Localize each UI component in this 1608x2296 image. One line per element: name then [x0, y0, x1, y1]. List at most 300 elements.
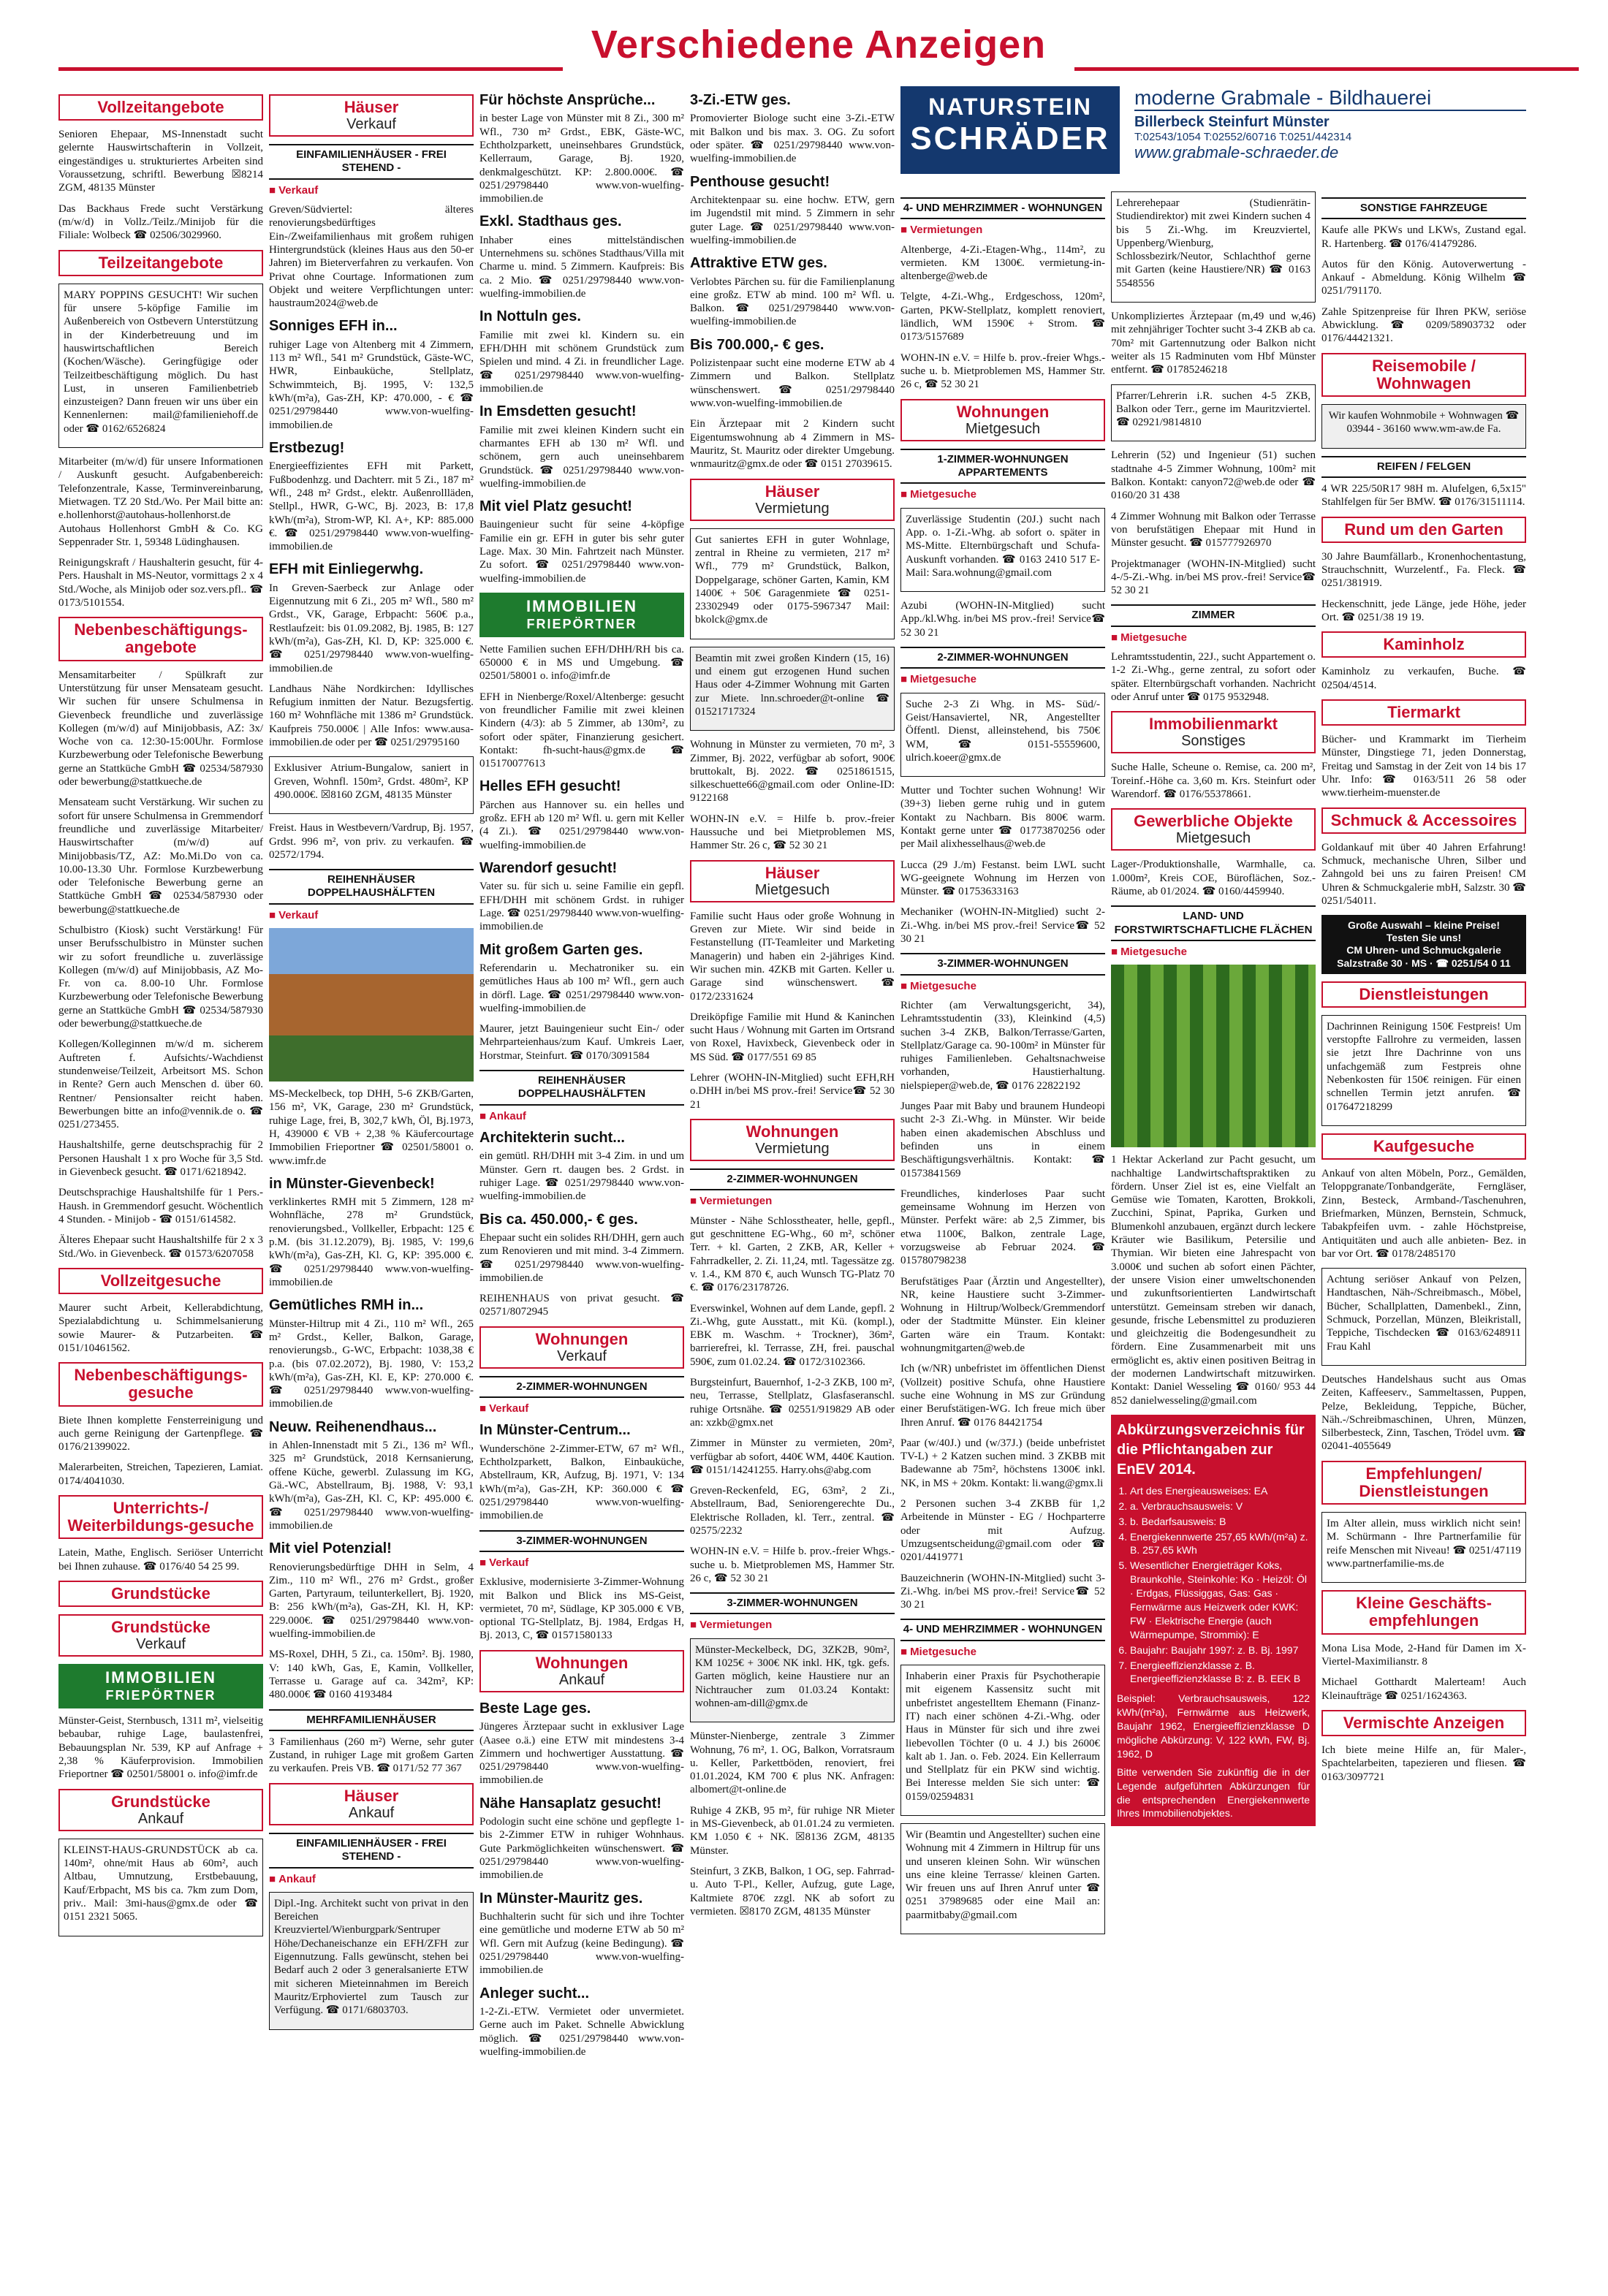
- classified-ad: Lehrer (WOHN-IN-Mitglied) sucht EFH,RH o.DHH in/bei MS prov.-frei! Service☎ 52 30 21: [690, 1072, 895, 1111]
- legend-title: Abkürzungsverzeichnis für die Pflichtangaben zur EnEV 2014.: [1117, 1421, 1305, 1478]
- section-header: 3-ZIMMER-WOHNUNGEN: [690, 1592, 895, 1614]
- category-tag: ■ Ankauf: [269, 1873, 474, 1886]
- display-ad: [479, 778, 684, 852]
- classified-ad: Berufstätiges Paar (Ärztin und Angestellter), NR, keine Haustiere sucht 3-Zimmer-Wohnung in Hiltrup/Wolbeck/Gremmendorf oder der Stadtmitte Münster. Ein kleiner Garten wäre ein Traum. Kontakt: wohnungmitgarten@web.de: [900, 1275, 1105, 1355]
- classified-ad: Ich biete meine Hilfe an, für Maler-, Spachtelarbeiten, tapezieren und fliesen. ☎ 0163/3097721: [1321, 1744, 1526, 1783]
- classified-ad: Ein Ärztepaar mit 2 Kindern sucht Eigentumswohnung ab 4 Zimmern in MS-Mauritz, St. Mauritz oder direkter Umgebung. wnmauritz@gmx.de oder ☎ 0151 27039615.: [690, 418, 895, 471]
- ad-body: Bauingenieur sucht für seine 4-köpfige Familie ein gr. EFH in guter bis sehr guter Lage. Max. 30 Min. Fahrtzeit nach Münster. Zu sofort. ☎ 0251/29798440 www.von-wuelfing-immobilien.de: [479, 519, 684, 585]
- classified-ad: Familie sucht Haus oder große Wohnung in Greven zur Miete. Wir sind beide in Festanstellung (IT-Teamleiter und Marketing Managerin) und haben ein 2-jähriges Kind. Wir suchen min. 4ZKB mit Garten. Keller u. Garage sind wünschenswert. ☎ 0172/2331624: [690, 910, 895, 1003]
- classified-ad: Dachrinnen Reinigung 150€ Festpreis! Um verstopfte Fallrohre zu vermeiden, lassen sie jetzt Ihre Dachrinne von uns unfachgemäß zum Festpreis ohne Nebenkosten für 150€ reinigen. Für einen schnellen Termin jetzt anrufen. ☎ 017647218299: [1327, 1020, 1521, 1113]
- classified-ad: Senioren Ehepaar, MS-Innenstadt sucht gelernte Hauswirtschafterin in Vollzeit, eingeständiges u. strukturiertes Arbeiten sind Voraussetzung, schriftl. Bewerbung ☒8214 ZGM, 48135 Münster: [58, 129, 263, 194]
- section-header: REIHENHÄUSER DOPPELHAUSHÄLFTEN: [479, 1070, 684, 1106]
- boxed-ad: [269, 756, 474, 814]
- classified-ad: REIHENHAUS von privat gesucht. ☎ 02571/8072945: [479, 1293, 684, 1318]
- ad-body: Verlobtes Pärchen su. für die Familienplanung eine großz. ETW ab mind. 100 m² Wfl. u. Balkon. ☎ 0251/29798440 www.von-wuelfing-immobilien.de: [690, 275, 895, 328]
- classified-ad: Dreiköpfige Familie mit Hund & Kaninchen sucht Haus / Wohnung mit Garten im Ortsrand von Roxel, Havixbeck, Gievenbeck oder in MS Süd. ☎ 0177/551 69 85: [690, 1011, 895, 1063]
- section-header: 3-ZIMMER-WOHNUNGEN: [479, 1530, 684, 1552]
- rubric-subtitle: Sonstiges: [1181, 733, 1245, 750]
- ad-line: Salzstraße 30 · MS · ☎ 0251/54 0 11: [1337, 957, 1511, 969]
- ad-body: ein gemütl. RH/DHH mit 3-4 Zim. in und um Münster. Gern rt. daugen bes. 2 Grdst. in ruhiger Lage. ☎ 0251/29798440 www.von-wuelfing-immobilien.de: [479, 1150, 684, 1203]
- classified-ad: 4 WR 225/50R17 98H m. Alufelgen, 6,5x15" Stahlfelgen für 5er BMW. ☎ 0176/31511114.: [1321, 482, 1526, 509]
- section-header: SONSTIGE FAHRZEUGE: [1321, 197, 1526, 219]
- rubric-title: Häuser: [344, 98, 399, 116]
- display-ad: [479, 308, 684, 395]
- classified-ad: Greven/Südviertel: älteres renovierungsbedürftiges Ein-/Zweifamilienhaus mit großem ruhigen Hintergrundstück (kleines Haus aus den 50-er Jahren) im Bieterverfahren zu verkaufen. Von Privat ohne Courtage. Informationen zum Objekt und weitere Verpflichtungen unter: haustraum2024@web.de: [269, 204, 474, 310]
- classified-ad: Älteres Ehepaar sucht Haushaltshilfe für 2 x 3 Std./Wo. in Gievenbeck. ☎ 01573/6207058: [58, 1234, 263, 1260]
- banner-url: www.grabmale-schraeder.de: [1134, 143, 1339, 161]
- classified-ad: Kollegen/Kolleginnen m/w/d m. sicherem Auftreten f. Aufsichts/-Wachdienst stundenweise/Teilzeit, Arbeitsort MS. Schon in Rente? Gern auch Menschen d. über 60. Rentner/ Pensionsalter reicht haben. Bewerbungen bitte an info@vennik.de o. ☎ 0251/273455.: [58, 1038, 263, 1131]
- section-header: EINFAMILIENHÄUSER - FREI STEHEND -: [269, 144, 474, 180]
- ad-body: Referendarin u. Mechatroniker su. ein gemütliches Haus ab 100 m² Wfl., gern auch in dörfl. Lage. ☎ 0251/29798440 www.von-wuelfing-immobilien.de: [479, 962, 684, 1014]
- naturstein-schraeder-banner: [900, 86, 1526, 181]
- ad-headline: Gemütliches RMH in...: [269, 1297, 424, 1314]
- rubric-haeuser-mietgesuch: [690, 860, 895, 902]
- rubric-nebenbeschaeftigung: Nebenbeschäftigungs-angebote: [58, 617, 263, 661]
- rubric-title: Wohnungen: [956, 402, 1050, 421]
- boxed-ad: [58, 284, 263, 448]
- classified-ad: 3 Familienhaus (260 m²) Werne, sehr guter Zustand, in ruhiger Lage mit großem Garten zu verkaufen. Preis VB. ☎ 0171/52 77 367: [269, 1736, 474, 1775]
- display-ad: [479, 859, 684, 934]
- display-ad: [479, 1795, 684, 1882]
- ad-body: Energieeffizientes EFH mit Parkett, Fußbodenhzg. und Dachterr. mit 5 Zi., 187 m² Wfl., 248 m² Grdst., elektr. Außenrollläden, Stellpl., HWR, G-WC, Bj. 2023, B: 17,8 kWh/(m²a), Strom-WP, Kl. A+, KP: 885.000 €. ☎ 0251/29798440 www.von-wuelfing-immobilien.de: [269, 460, 474, 553]
- rubric-subtitle: Verkauf: [557, 1347, 607, 1364]
- rubric-title: Häuser: [344, 1786, 399, 1805]
- classified-ad: Michael Gotthardt Malerteam! Auch Kleinaufträge ☎ 0251/1624363.: [1321, 1676, 1526, 1702]
- boxed-ad: [269, 1892, 474, 2030]
- classified-ad: Altenberge, 4-Zi.-Etagen-Whg., 114m², zu vermieten. KM 1300€. vermietung-in-altenberge@web.de: [900, 243, 1105, 283]
- rubric-tiermarkt: Tiermarkt: [1321, 699, 1526, 726]
- rubric-subtitle: Ankauf: [348, 1804, 395, 1821]
- section-header: REIHENHÄUSER DOPPELHAUSHÄLFTEN: [269, 869, 474, 905]
- classified-ad: Heckenschnitt, jede Länge, jede Höhe, jeder Ort. ☎ 0251/38 19 19.: [1321, 598, 1526, 623]
- classified-ad: Autos für den König. Autoverwertung - Ankauf - Abmeldung. König Wilhelm ☎ 0251/791170.: [1321, 258, 1526, 297]
- classified-ad: Gut saniertes EFH in guter Wohnlage, zentral in Rheine zu vermieten, 217 m² Wfl., 779 m² Grundstück, Balkon, Doppelgarage, schöner Garten, Kamin, KM 1400€ + 50€ Garagenmiete ☎ 0251-23302949 oder 0175-5967347 Mail: bkolck@gmx.de: [695, 533, 890, 626]
- classified-ad: Mutter und Tochter suchen Wohnung! Wir (39+3) lieben gerne ruhig und in gutem Kontakt zu Nachbarn. Bis 800€ warm. Kontakt gerne unter ☎ 01773870256 oder per Mail alixhesselhaus@web.de: [900, 785, 1105, 851]
- section-header: 2-ZIMMER-WOHNUNGEN: [479, 1376, 684, 1398]
- ad-headline: Bis ca. 450.000,- € ges.: [479, 1211, 638, 1228]
- classified-ad: Azubi (WOHN-IN-Mitglied) sucht App./kl.Whg. in/bei MS prov.-frei! Service☎ 52 30 21: [900, 600, 1105, 639]
- ad-headline: Helles EFH gesucht!: [479, 778, 621, 795]
- ad-body: Inhaber eines mittelständischen Unternehmens su. schönes Stadthaus/Villa mit Charme u. mind. 5 Zimmern. Kaufpreis: Bis ca. 2 Mio. ☎ 0251/29798440 www.von-wuelfing-immobilien.de: [479, 234, 684, 300]
- page-title: Verschiedene Anzeigen: [591, 23, 1047, 66]
- ad-body: Vater su. für sich u. seine Familie ein gepfl. EFH/DHH mit schönem Grdst. in ruhiger Lage. ☎ 0251/29798440 www.von-wuelfing-immobilien.de: [479, 881, 684, 933]
- category-tag: ■ Mietgesuche: [900, 980, 1105, 993]
- ad-body: ruhiger Lage von Altenberg mit 4 Zimmern, 113 m² Wfl., 541 m² Grundstück, Gäste-WC, HWR, Einbauküche, Stellplatz, Schwimmteich, Bj. 1995, V: 132,5 kWh/(m²a), Gas-ZH, KP: 470.000, - € ☎ 0251/29798440 www.von-wuelfing-immobilien.de: [269, 338, 474, 431]
- classified-ad: Kaufe alle PKWs und LKWs, Zustand egal. R. Hartenberg. ☎ 0176/41479286.: [1321, 224, 1526, 250]
- ad-headline: Erstbezug!: [269, 439, 345, 456]
- legend-example: Beispiel: Verbrauchsausweis, 122 kWh/(m²a), Fernwärme aus Heizwerk, Baujahr 1962, Energieeffizienzklasse D mögliche Abkürzung: V, 122 kWh, FW, Bj. 1962, D: [1117, 1692, 1310, 1760]
- classified-ad: Paar (w/40J.) und (w/37J.) (beide unbefristet TV-L) + 2 Katzen suchen mind. 3 ZKBB mit Badewanne ab 75m², höchstens 1300€ inkl. NK, in MS + 20km. Kontakt: li.wang@gmx.li: [900, 1437, 1105, 1489]
- boxed-ad: [1321, 1015, 1526, 1126]
- category-tag: ■ Ankauf: [479, 1110, 684, 1123]
- classified-ad: Mensamitarbeiter / Spülkraft zur Unterstützung für unser Mensateam gesucht. Wir suchen für unsere Schulmensa in Gievenbeck freundliche und zuverlässige Kollegen (m/w/d) auf Minijobbasis, AZ: 3x/ Woche von ca. 12:30-15:00Uhr. Formlose Kurzbewerbung oder Telefonische Bewerbung gerne an Stattküche GmbH ☎ 02534/587930 oder bewerbung@stattkueche.de: [58, 669, 263, 788]
- classified-ad: Inhaberin einer Praxis für Psychotherapie mit eigenem Kassensitz sucht mit unbefristet angestelltem Ehemann (Finanz-IT) nach einer schönen 4-Zi.-Whg. oder Haus in Münster für sich und ihre zwei liebevollen Töchter (0 u. 4 J.) bis 2600€ kalt ab 1. Jan. o. Feb. 2024. Ein Kellerraum und Stellplatz für ein PKW sind wichtig. Bei Interesse melden Sie sich unter: ☎ 0159/02594831: [906, 1670, 1100, 1803]
- rubric-subtitle: Vermietung: [755, 500, 830, 517]
- ad-body: Familie mit zwei kleinen Kindern sucht ein charmantes EFH ab 130 m² Wfl. und schönem, gern auch uneinsehbarem Grundstück. ☎ 0251/29798440 www.von-wuelfing-immobilien.de: [479, 424, 684, 490]
- boxed-ad: [58, 1839, 263, 1936]
- rubric-wohnungen-verkauf: [479, 1326, 684, 1369]
- classified-ad: KLEINST-HAUS-GRUNDSTÜCK ab ca. 140m², ohne/mit Haus ab 60m², auch Altbau, Umnutzung, Erstbebauung, Kauf/Erbpacht, MS bis ca. 7km zum Dom, priv.. Mail: 3mi-haus@gmx.de oder ☎ 0151 2321 5065.: [64, 1844, 258, 1923]
- classified-ad: Unkompliziertes Ärztepaar (m,49 und w,46) mit zehnjähriger Tochter sucht 3-4 ZKB ab ca. 70m² mit Gartennutzung oder Balkon nicht weiter als 15 Radminuten vom Hbf Münster entfernt. ☎ 01785246218: [1111, 311, 1316, 376]
- category-tag: ■ Vermietungen: [690, 1619, 895, 1632]
- header-rule-left: [58, 67, 563, 71]
- classified-ad: Biete Ihnen komplette Fensterreinigung und auch gerne Reinigung der Gartenpflege. ☎ 0176/21399022.: [58, 1414, 263, 1453]
- classified-ad: Richter (am Verwaltungsgericht, 34), Lehramtsstudentin (33), Kleinkind (4,5) suchen 3-4 ZKB, Balkon/Terrasse/Garten, Stellplatz/Garage ca. 90-100m² in Münster für ruhiges Familienleben. Gehaltsnachweise vorhanden, Haustierhaltung. nielspieper@web.de, ☎ 0176 22822192: [900, 999, 1105, 1092]
- classified-ad: Mona Lisa Mode, 2-Hand für Damen im X-Viertel-Maximilianstr. 8: [1321, 1642, 1526, 1668]
- ad-body: verklinkertes RMH mit 5 Zimmern, 128 m² Wohnfläche, 278 m² Grundstück, renovierungsbed., Vollkeller, Erbpacht: 125 € p.M. (bis 31.12.2079), Bj. 1985, V: 199,6 kWh/(m²a), Gas-ZH, Kl. G, KP: 395.000 €. ☎ 0251/29798440 www.von-wuelfing-immobilien.de: [269, 1196, 474, 1288]
- abbreviation-legend-box: [1111, 1415, 1316, 1826]
- classified-ad: Ankauf von alten Möbeln, Porz., Gemälden, Teloppgranate/Tonbandgeräte, Ferngläser, Zinn, Besteck, Armband-/Taschenuhren, Briefmarken, Münzen, Bernstein, Schmuck, Tabakpfeifen uvm. - zahle Höchstpreise, Antiquitäten und auch alle anbieten- Bez. in bar vor Ort. ☎ 0178/2485170: [1321, 1168, 1526, 1260]
- ad-headline: In Münster-Mauritz ges.: [479, 1890, 643, 1907]
- ad-body: In Greven-Saerbeck zur Anlage oder Eigennutzung mit 6 Zi., 205 m² Wfl., 580 m² Grdst., VK, Garage, Erbpacht: 560€ p.a., Restlaufzeit: bis 01.09.2082, Bj. 1985, B: 127 kWh/(m²a), Gas-ZH, Kl. D, KP: 325.000 €. ☎ 0251/29798440 www.von-wuelfing-immobilien.de: [269, 582, 474, 674]
- ad-headline: in Münster-Gievenbeck!: [269, 1175, 435, 1192]
- rubric-haeuser-vermietung: [690, 479, 895, 521]
- ad-headline: Attraktive ETW ges.: [690, 255, 827, 272]
- rubric-teilzeitangebote: Teilzeitangebote: [58, 250, 263, 276]
- rubric-unterricht: Unterrichts-/ Weiterbildungs-gesuche: [58, 1495, 263, 1539]
- rubric-kaufgesuche: Kaufgesuche: [1321, 1133, 1526, 1160]
- category-tag: ■ Mietgesuche: [1111, 631, 1316, 645]
- legend-item: 7. Energieeffizienzklasse z. B. Energieeffizienzklasse B: z. B. EEK B: [1130, 1659, 1310, 1687]
- column-3: [479, 91, 684, 2066]
- ad-headline: Exkl. Stadthaus ges.: [479, 213, 622, 230]
- cm-uhren-ad: [1321, 915, 1526, 973]
- rubric-schmuck: Schmuck & Accessoires: [1321, 807, 1526, 834]
- banner-info: [1134, 86, 1526, 162]
- section-header: ZIMMER: [1111, 604, 1316, 626]
- boxed-ad: [690, 1638, 895, 1722]
- display-ad: [479, 941, 684, 1016]
- display-ad: [479, 1421, 684, 1522]
- boxed-ad: [900, 1823, 1105, 1934]
- classified-ad: Schulbistro (Kiosk) sucht Verstärkung! Für unser Berufsschulbistro in Münster suchen wir zu sofort freundliche u. zuverlässige Kollegen (m/w/d) auf Minijobbasis, AZ Mo-Fr. von ca. 8.00-10 Uhr. Formlose Kurzbewerbung oder Telefonische Bewerbung gerne an Stattküche GmbH ☎ 02534/587930 oder bewerbung@stattkueche.de: [58, 924, 263, 1030]
- ad-headline: Sonniges EFH in...: [269, 318, 398, 335]
- section-header: 4- UND MEHRZIMMER - WOHNUNGEN: [900, 1619, 1105, 1641]
- rubric-subtitle: Ankauf: [137, 1810, 184, 1827]
- classified-ad: Freundliches, kinderloses Paar sucht gemeinsame Wohnung im Herzen von Münster. Perfekt wäre: ab 2,5 Zimmer, bis etwa 1100€, Balkon, zentrale Lage, vorzugsweise ab Februar 2024. ☎ 015780798238: [900, 1187, 1105, 1267]
- rubric-title: Grundstücke: [111, 1618, 211, 1637]
- classified-ad: Lehramtsstudentin, 22J., sucht Appartement o. 1-2 Zi.-Whg., gerne zentral, zu sofort oder später. Elternbürgschaft vorhanden. Nachricht oder Anruf unter ☎ 0175 9532948.: [1111, 651, 1316, 703]
- classified-ad: Telgte, 4-Zi.-Whg., Erdgeschoss, 120m², Garten, PKW-Stellplatz, komplett renoviert, ländlich, WM 1590€ + Strom. ☎ 0173/5157689: [900, 291, 1105, 343]
- rubric-wohnungen-vermietung: [690, 1119, 895, 1161]
- display-ad: [479, 1985, 684, 2059]
- rubric-empfehlungen: Empfehlungen/ Dienstleistungen: [1321, 1461, 1526, 1505]
- display-ad: [269, 317, 474, 431]
- logo-text: NATURSTEIN: [928, 94, 1092, 120]
- classified-ad: Pfarrer/Lehrerin i.R. suchen 4-5 ZKB, Balkon oder Terr., gerne im Mauritzviertel. ☎ 02921/9814810: [1116, 389, 1311, 429]
- classified-ad: Steinfurt, 3 ZKB, Balkon, 1 OG, sep. Fahrrad- u. Auto T-Pl., Keller, Aufzug, gute Lage, Kaltmiete 870€ zzgl. NK ab sofort zu vermieten. ☒8170 ZGM, 48135 Münster: [690, 1865, 895, 1917]
- ad-line: Große Auswahl – kleine Preise!: [1347, 919, 1500, 932]
- ad-body: in bester Lage von Münster mit 8 Zi., 300 m² Wfl., 730 m² Grdst., EBK, Gäste-WC, Echtholzparkett, uneinsehbares Grundstück, Kellerraum, Garage, Bj. 1920, denkmalgeschützt. KP: 2.800.000€. ☎ 0251/29798440 www.von-wuelfing-immobilien.de: [479, 113, 684, 205]
- ad-body: Polizistenpaar sucht eine moderne ETW ab 4 Zimmern und Balkon. Stellplatz wünschenswert. ☎ 0251/29798440 www.von-wuelfing-immobilien.de: [690, 357, 895, 410]
- classified-ad: Latein, Mathe, Englisch. Seriöser Unterricht bei Ihnen zuhause. ☎ 0176/40 54 25 99.: [58, 1547, 263, 1573]
- boxed-ad: [1321, 404, 1526, 449]
- rubric-subtitle: Mietgesuch: [754, 881, 830, 898]
- rubric-vollzeitangebote: Vollzeitangebote: [58, 94, 263, 121]
- classified-ad: Junges Paar mit Baby und braunem Hundeopi sucht 2-3 Zi.-Whg. in Münster. Wir beide haben einen akademischen Abschluss und befinden uns in einem Beschäftigungsverhältnis. Kontakt: ☎ 01573841569: [900, 1101, 1105, 1179]
- classified-ad: MS-Meckelbeck, top DHH, 5-6 ZKB/Garten, 156 m², VK, Garage, 230 m² Grundstück, ruhige Lage, frei, B, 302,7 kWh, Öl, Bj.1973, H, 439000 € VB + 2,38 % Käufercourtage Immobilien Frieportner ☎ 02501/58001 o. www.imfr.de: [269, 1088, 474, 1167]
- display-ad: [479, 1211, 684, 1285]
- rubric-title: Grundstücke: [111, 1792, 211, 1811]
- classified-ad: Greven-Reckenfeld, EG, 63m², 2 Zi., Abstellraum, Bad, Seniorengerechte Du., Elektrische Rolladen, kl. Terr., zentral. ☎ 02575/2232: [690, 1485, 895, 1537]
- ad-body: Ehepaar sucht ein solides RH/DHH, gern auch zum Renovieren und mit mind. 3-4 Zimmern. ☎ 0251/29798440 www.von-wuelfing-immobilien.de: [479, 1231, 684, 1284]
- rubric-haeuser-verkauf: [269, 94, 474, 137]
- page-header: [58, 22, 1579, 80]
- rubric-wohnungen-mietgesuch: [900, 399, 1105, 441]
- classified-ad: Bauzeichnerin (WOHN-IN-Mitglied) sucht 3-Zi.-Whg. in/bei MS prov.-frei! Service☎ 52 30 21: [900, 1572, 1105, 1611]
- banner-phones: T:02543/1054 T:02552/60716 T:0251/442314: [1134, 131, 1352, 143]
- section-header: REIFEN / FELGEN: [1321, 456, 1526, 478]
- classified-ad: Goldankauf mit über 40 Jahren Erfahrung! Schmuck, mechanische Uhren, Silber und Zahngold bei uns zu fairen Preisen! CM Uhren & Schmuckgalerie mbH, Salzstr. 30 ☎ 0251/54011.: [1321, 841, 1526, 908]
- classified-ad: Landhaus Nähe Nordkirchen: Idyllisches Refugium inmitten der Natur. Bezugsfertig. 160 m² Wohnfläche mit 1386 m² Grundstück. Kaufpreis 750.000€ | Alle Infos: www.ausa-immobilien.de oder per ☎ 0251/29795160: [269, 683, 474, 749]
- rubric-haeuser-ankauf: [269, 1783, 474, 1825]
- classified-ad: Suche Halle, Scheune o. Remise, ca. 200 m², Toreinf.-Höhe ca. 3,60 m. Krs. Steinfurt oder Warendorf. ☎ 0176/55378661.: [1111, 761, 1316, 800]
- column-4: [690, 91, 895, 1926]
- column-1: [58, 91, 263, 1944]
- ad-headline: In Emsdetten gesucht!: [479, 403, 637, 420]
- category-tag: ■ Vermietungen: [690, 1195, 895, 1208]
- classified-ad: Maurer, jetzt Bauingenieur sucht Ein-/ oder Mehrparteienhaus/zum Kauf. Umkreis Laer, Horstmar, Steinfurt. ☎ 0170/3091584: [479, 1023, 684, 1062]
- ad-headline: Penthouse gesucht!: [690, 173, 830, 190]
- logo-text: IMMOBILIEN: [105, 1668, 216, 1687]
- ad-body: Familie mit zwei kl. Kindern su. ein EFH/DHH mit schönem Grundstück zum Spielen und mind. 4 Zi. in freundlicher Lage. ☎ 0251/29798440 www.von-wuelfing-immobilien.de: [479, 329, 684, 395]
- logo-text: SCHRÄDER: [910, 121, 1110, 156]
- classified-ad: Exklusive, modernisierte 3-Zimmer-Wohnung mit Balkon und Blick ins MS-Geist, vermietet, 70 m², Südlage, KP 305.000 € VB, optional TG-Stellplatz, Bj. 1984, Erdgas H, Bj. 2013, C, ☎ 01571580133: [479, 1576, 684, 1642]
- display-ad: [269, 560, 474, 674]
- ad-body: Pärchen aus Hannover su. ein helles und großz. EFH ab 120 m² Wfl. u. gern mit Keller (4 Zi.). ☎ 0251/29798440 www.von-wuelfing-immobilien.de: [479, 799, 684, 851]
- naturstein-logo: [900, 86, 1120, 174]
- logo-text: FRIEPÖRTNER: [105, 1688, 216, 1703]
- classified-ad: Burgsteinfurt, Bauernhof, 1-2-3 ZKB, 100 m², neu, Terrasse, Stellplatz, Glasfaseranschl. ruhige Ortsnähe. ☎ 02551/919829 AB oder an: xzkb@gmx.net: [690, 1377, 895, 1429]
- classified-ad: Bücher- und Krammarkt im Tierheim Münster, Dingstiege 71, jeden Donnerstag, Freitag und Samstag in der Zeit von 14 bis 17 Uhr. Info: ☎ 0163/511 26 58 oder www.tierheim-muenster.de: [1321, 734, 1526, 799]
- rubric-garten: Rund um den Garten: [1321, 517, 1526, 543]
- ad-body: Jüngeres Ärztepaar sucht in exklusiver Lage (Aasee o.ä.) eine ETW mit mindestens 3-4 Zimmern und hochwertiger Ausstattung. ☎ 0251/29798440 www.von-wuelfing-immobilien.de: [479, 1721, 684, 1787]
- rubric-vollzeitgesuche: Vollzeitgesuche: [58, 1268, 263, 1294]
- ad-headline: Architekterin sucht...: [479, 1129, 625, 1146]
- rubric-subtitle: Mietgesuch: [1175, 830, 1251, 847]
- classified-ad: MS-Roxel, DHH, 5 Zi., ca. 150m². Bj. 1980, V: 140 kWh, Gas, E, Kamin, Vollkeller, Terrasse u. Garage auf ca. 342m², KP: 480.000€ ☎ 0160 4193484: [269, 1649, 474, 1701]
- classified-ad: Deutsches Handelshaus sucht aus Omas Zeiten, Kaffeeserv., Sammeltassen, Puppen, Pelze, Bekleidung, Teppiche, Bücher, Näh.-/Schreibmaschinen, Uhren, Münzen, Silberbesteck, Zinn, Taschen, Trödel uvm. ☎ 02041-4055649: [1321, 1373, 1526, 1453]
- column-5: [900, 191, 1105, 1942]
- classified-ad: Ich (w/NR) unbefristet im öffentlichen Dienst (Vollzeit) positive Schufa, ohne Haustiere suche eine Wohnung in MS zur Gründung einer Berufstätigen-WG. Ich freue mich über Ihren Anruf. ☎ 0176 84421754: [900, 1363, 1105, 1429]
- rubric-nebenbeschaeftigungsgesuche: Nebenbeschäftigungs-gesuche: [58, 1362, 263, 1406]
- classified-ad: Wohnung in Münster zu vermieten, 70 m², 3 Zimmer, Bj. 2022, verfügbar ab sofort, 900€ bruttokalt, Bj. 2022. ☎ 0251861515, silkeschuette66@gmail.com oder Online-ID: 9122168: [690, 739, 895, 805]
- section-header: 3-ZIMMER-WOHNUNGEN: [900, 953, 1105, 975]
- classified-ad: Münster - Nähe Schlosstheater, helle, gepfl., gut geschnittene EG-Whg., 60 m², schöner Terr. + kl. Garten, 2 ZKB, AR, Keller + Fahrradkeller, 2. Zi. 11,24, mtl. Tagessätze zg. v. 1.4., KM 870 €, auch Wunsch TG-Platz 70 €. ☎ 0176/23178726.: [690, 1214, 895, 1294]
- classified-ad: Maurer sucht Arbeit, Kellerabdichtung, Spezialabdichtung u. Schimmelsanierung sowie Maurer- & Putzarbeiten. ☎ 0151/10461562.: [58, 1302, 263, 1354]
- classified-ad: Kaminholz zu verkaufen, Buche. ☎ 02504/4514.: [1321, 666, 1526, 691]
- boxed-ad: [1111, 384, 1316, 442]
- category-tag: ■ Verkauf: [269, 184, 474, 197]
- ad-body: 1-2-Zi.-ETW. Vermietet oder unvermietet. Gerne auch im Paket. Schnelle Abwicklung möglich. ☎ 0251/29798440 www.von-wuelfing-immobilien.de: [479, 2005, 684, 2058]
- rubric-grundstuecke: Grundstücke: [58, 1581, 263, 1607]
- classified-ad: Reinigungskraft / Haushalterin gesucht, für 4-Pers. Haushalt in MS-Neutor, vormittags 2 x 4 Std./Woche, als Minijob oder soz.vers.pfl.. ☎ 0173/5101554.: [58, 557, 263, 609]
- classified-ad: Beamtin mit zwei großen Kindern (15, 16) und einem gut erzogenen Hund suchen Haus oder 4-Zimmer Wohnung mit Garten zur Miete. lnn.schroeder@t-online ☎ 01521717324: [695, 652, 890, 718]
- ad-headline: Mit viel Potenzial!: [269, 1540, 392, 1557]
- rubric-immobilienmarkt: [1111, 711, 1316, 753]
- immobilien-friepoertner-logo: [479, 593, 684, 637]
- category-tag: ■ Mietgesuche: [900, 673, 1105, 686]
- boxed-ad: [1111, 191, 1316, 303]
- boxed-ad: [1321, 1268, 1526, 1366]
- ad-headline: Für höchste Ansprüche...: [479, 92, 656, 108]
- classified-ad: Suche 2-3 Zi Whg. in MS- Süd/-Geist/Hansaviertel, NR, Angestellter Öffentl. Dienst, alleinstehend, bis 750€ WM, ☎ 0151-55559600, ulrich.koeer@gmx.de: [906, 698, 1100, 764]
- boxed-ad: [1321, 1512, 1526, 1583]
- house-photo: [269, 928, 474, 1082]
- ad-headline: 3-Zi.-ETW ges.: [690, 92, 791, 108]
- banner-tagline: moderne Grabmale - Bildhauerei: [1134, 86, 1526, 111]
- immobilien-friepoertner-logo: [58, 1664, 263, 1708]
- rubric-dienstleistungen: Dienstleistungen: [1321, 981, 1526, 1008]
- rubric-title: Wohnungen: [535, 1329, 629, 1348]
- legend-item: 4. Energiekennwerte 257,65 kWh/(m²a) z. B. 257,65 kWh: [1130, 1530, 1310, 1558]
- classified-ad: MARY POPPINS GESUCHT! Wir suchen für unsere 5-köpfige Familie im Außenbereich von Ostbevern Unterstützung in der Kinderbetreuung und im hauswirtschaftlichen Bereich (Kochen/Wäsche). Geringfügige oder Teilzeitbeschäftigung möglich. Du hast Lust, in unseren Familienbetrieb einzusteigen? Dann freuen wir uns über ein Kennenlernen: mail@familieniehoff.de oder ☎ 0162/6526824: [64, 289, 258, 435]
- classified-ad: Das Backhaus Frede sucht Verstärkung (m/w/d) in Vollz./Teilz./Minijob für die Filiale: Wolbeck ☎ 02506/3029960.: [58, 202, 263, 242]
- ad-headline: Mit großem Garten ges.: [479, 941, 643, 958]
- ad-headline: In Münster-Centrum...: [479, 1422, 631, 1439]
- classified-ad: 4 Zimmer Wohnung mit Balkon oder Terrasse von berufstätigen Ehepaar mit Hund in Münster gesucht. ☎ 015777926970: [1111, 510, 1316, 550]
- display-ad: [269, 1418, 474, 1532]
- display-ad: [269, 439, 474, 553]
- classified-ad: Mensateam sucht Verstärkung. Wir suchen zu sofort für unsere Schulmensa in Gremmendorf freundliche und zuverlässige Mitarbeiter/ Hauswirtschafter (m/w/d) auf Minijobbasis/TZ, AZ: Mo.Mi.Do von ca. 10.00-13.30 Uhr. Formlose Kurzbewerbung oder Telefonische Bewerbung gerne an Stattküche GmbH ☎ 02534/587930 oder bewerbung@stattkueche.de: [58, 797, 263, 916]
- classified-ad: Lehrerehepaar (Studienrätin-Studiendirektor) mit zwei Kindern suchen 4 bis 5 Zi.-Whg. im Kreuzviertel, Uppenberg/Wienburg, Schlossbezirk/Neutor, Schlachthof gerne mit Garten (keine Haustiere/NR) ☎ 0163 5548556: [1116, 197, 1311, 289]
- classified-ad: Zimmer in Münster zu vermieten, 20m², verfügbar ab sofort, 440€ WM, 440€ Kaution. ☎ 0151/14241255. Harry.ohs@abg.com: [690, 1437, 895, 1476]
- column-6: [1111, 191, 1316, 1826]
- boxed-ad: [900, 1665, 1105, 1816]
- classified-ad: 30 Jahre Baumfällarb., Kronenhochentastung, Strauchschnitt, Wurzelentf., Fa. Fleck. ☎ 0251/381919.: [1321, 550, 1526, 590]
- classified-ad: Deutschsprachige Haushaltshilfe für 1 Pers.-Haush. in Gremmendorf gesucht. Wöchentlich 4 Stunden. - Minijob - ☎ 0151/614582.: [58, 1187, 263, 1225]
- display-ad: [479, 1129, 684, 1204]
- ad-body: Münster-Hiltrup mit 4 Zi., 110 m² Wfl., 265 m² Grdst., Keller, Balkon, Garage, renovierungsb., G-WC, Erbpacht: 1038,38 € p.a. (bis 07.02.2072), Bj. 1980, V: 153,2 kWh/(m²a), Gas-ZH, Kl. E, KP: 270.000 €. ☎ 0251/29798440 www.von-wuelfing-immobilien.de: [269, 1318, 474, 1410]
- ad-headline: Mit viel Platz gesucht!: [479, 498, 632, 515]
- classified-ad: Haushaltshilfe, gerne deutschsprachig für 2 Personen Haushalt 1 x pro Woche für 3,5 Std. in Gievenbeck gesucht. ☎ 0171/6218942.: [58, 1139, 263, 1179]
- logo-text: IMMOBILIEN: [526, 596, 637, 615]
- classified-ad: WOHN-IN e.V. = Hilfe b. prov.-freier Whgs.-suche u. b. Mietproblemen MS, Hammer Str. 26 c, ☎ 52 30 21: [900, 351, 1105, 391]
- ad-headline: Anleger sucht...: [479, 1985, 590, 2002]
- category-tag: ■ Verkauf: [479, 1402, 684, 1415]
- category-tag: ■ Mietgesuche: [900, 1646, 1105, 1659]
- section-header: EINFAMILIENHÄUSER - FREI STEHEND -: [269, 1833, 474, 1869]
- ad-body: Architektenpaar su. eine hochw. ETW, gern im Jugendstil mit mind. 5 Zimmern in sehr guter Lage. ☎ 0251/29798440 www.von-wuelfing-immobilien.de: [690, 194, 895, 246]
- legend-list: [1117, 1484, 1310, 1686]
- classified-ad: 2 Personen suchen 3-4 ZKBB für 1,2 Arbeitende in Münster - EG / Hochparterre oder mit Aufzug. Umzugsentscheidung@gmail.com oder ☎ 0201/4419771: [900, 1498, 1105, 1564]
- ad-body: Wunderschöne 2-Zimmer-ETW, 67 m² Wfl., Echtholzparkett, Balkon, Einbauküche, Abstellraum, KR, Aufzug, Bj. 1971, V: 134 kWh/(m²a), Gas-ZH, KP: 360.000 € ☎ 0251/29798440 www.von-wuelfing-immobilien.de: [479, 1442, 684, 1522]
- classified-ad: Lehrerin (52) und Ingenieur (51) suchen stadtnahe 4-5 Zimmer Wohnung, 100m² mit Balkon. Kontakt: canyon72@web.de oder ☎ 0160/20 31 438: [1111, 449, 1316, 502]
- section-header: 1-ZIMMER-WOHNUNGEN APPARTEMENTS: [900, 449, 1105, 484]
- legend-note: Bitte verwenden Sie zukünftig die in der Legende aufgeführten Abkürzungen für die entsprechenden Energiekennwerte Ihres Immobilienobjektes.: [1117, 1765, 1310, 1820]
- classified-ad: Zuverlässige Studentin (20J.) sucht nach App. o. 1-Zi.-Whg. ab sofort o. später in MS-Mitte. Elternbürgschaft und Schufa-Auskunft vorhanden. ☎ 0163 2410 517 E-Mail: Sara.wohnung@gmail.com: [906, 513, 1100, 579]
- classified-ad: WOHN-IN e.V. = Hilfe b. prov.-freier Whgs.-suche u. b. Mietproblemen MS, Hammer Str. 26 c, ☎ 52 30 21: [690, 1546, 895, 1584]
- ad-body: Buchhalterin sucht für sich und ihre Tochter eine gemütliche und moderne ETW ab 50 m² Wfl. Gern mit Aufzug (keine Bedingung). ☎ 0251/29798440 www.von-wuelfing-immobilien.de: [479, 1911, 684, 1977]
- classified-ad: Wir (Beamtin und Angestellter) suchen eine Wohnung mit 4 Zimmern in Hiltrup für uns und unseren kleinen Sohn. Wir wünschen uns eine kleine Terrasse/ kleinen Garten. Wir freuen uns auf Ihren Anruf unter ☎ 0251 37989685 oder eine Mail an: paarmitbaby@gmail.com: [906, 1828, 1100, 1921]
- display-ad: [479, 213, 684, 300]
- classified-ad: Malerarbeiten, Streichen, Tapezieren, Lamiat. 0174/4041030.: [58, 1461, 263, 1487]
- rubric-gewerbliche-objekte: [1111, 808, 1316, 851]
- display-ad: [479, 498, 684, 585]
- classified-ad: Zahle Spitzenpreise für Ihren PKW, seriöse Abwicklung. ☎ 0209/58903732 oder 0176/44421321.: [1321, 305, 1526, 345]
- classified-ad: Mitarbeiter (m/w/d) für unsere Informationen / Auskunft gesucht. Aufgabenbereich: Telefonzentrale, Kasse, Terminvereinbarung, Mietwagen. TZ 20 Std./Wo. Per Mail bitte an: e.hollenhorst@autohaus-hollenhorst.de Autohaus Hollenhorst GmbH & Co. KG Seppenrader Str. 1, 59348 Lüdinghausen.: [58, 456, 263, 548]
- rubric-title: Häuser: [765, 863, 820, 882]
- ad-line: Testen Sie uns!: [1386, 932, 1462, 944]
- banner-locations: Billerbeck Steinfurt Münster: [1134, 114, 1330, 130]
- column-2: [269, 91, 474, 2037]
- ad-headline: In Nottuln ges.: [479, 308, 581, 325]
- display-ad: [479, 1700, 684, 1787]
- classified-ad: Münster-Meckelbeck, DG, 3ZK2B, 90m², KM 1025€ + 300€ NK inkl. HK, tgk. gefs. Garten möglich, keine Haustiere nur an Nichtraucher zum 01.03.24 Kontakt: wohnen-am-dill@gmx.de: [695, 1643, 890, 1709]
- legend-item: 6. Baujahr: Baujahr 1997: z. B. Bj. 1997: [1130, 1643, 1310, 1657]
- rubric-title: Wohnungen: [746, 1122, 839, 1141]
- section-header: MEHRFAMILIENHÄUSER: [269, 1709, 474, 1731]
- rubric-subtitle: Verkauf: [346, 116, 396, 133]
- legend-item: 2. a. Verbrauchsausweis: V: [1130, 1499, 1310, 1513]
- ad-headline: EFH mit Einliegerwhg.: [269, 561, 424, 578]
- classified-ad: Freist. Haus in Westbevern/Vardrup, Bj. 1957, Grdst. 996 m², von priv. zu verkaufen. ☎ 02572/1794.: [269, 822, 474, 861]
- section-header: 2-ZIMMER-WOHNUNGEN: [690, 1168, 895, 1190]
- rubric-subtitle: Ankauf: [558, 1671, 605, 1688]
- display-ad: [690, 173, 895, 248]
- rubric-title: Häuser: [765, 482, 820, 501]
- display-ad: [269, 1540, 474, 1641]
- category-tag: ■ Vermietungen: [900, 224, 1105, 237]
- rubric-grundstuecke-ankauf: [58, 1789, 263, 1831]
- section-header: LAND- UND FORSTWIRTSCHAFTLICHE FLÄCHEN: [1111, 905, 1316, 941]
- ad-headline: Beste Lage ges.: [479, 1700, 591, 1717]
- classified-ad: Ruhige 4 ZKB, 95 m², für ruhige NR Mieter in MS-Gievenbeck, ab 01.01.24 zu vermieten. KM 1.050 € + NK. ☒8136 ZGM, 48135 Münster.: [690, 1804, 895, 1857]
- section-header: 2-ZIMMER-WOHNUNGEN: [900, 647, 1105, 669]
- header-rule-right: [1074, 67, 1579, 71]
- classified-ad: Dipl.-Ing. Architekt sucht von privat in den Bereichen Kreuzviertel/Wienburgpark/Sentruper Höhe/Dechaneischanze ein EFH/ZFH zur Eigennutzung. Falls gewünscht, stehen bei Bedarf auch 2 oder 3 generalsanierte ETW mit sicheren Mieteinnahmen im Bereich Mauritz/Erphoviertel zum Tausch zur Verfügung. ☎ 0171/6803703.: [274, 1897, 469, 2017]
- classified-ad: Münster-Nienberge, zentrale 3 Zimmer Wohnung, 76 m², 1. OG, Balkon, Vorratsraum u. Keller, Parkettböden, renoviert, frei 01.01.2024, KM 700 € plus NK. Anfragen: albomert@t-online.de: [690, 1730, 895, 1796]
- category-tag: ■ Mietgesuche: [1111, 946, 1316, 959]
- rubric-subtitle: Mietgesuch: [965, 420, 1041, 437]
- legend-item: 3. b. Bedarfsausweis: B: [1130, 1515, 1310, 1529]
- classified-ad: EFH in Nienberge/Roxel/Altenberge: gesucht von freundlicher Familie mit zwei kleinen Kindern (4/3): ab 5 Zimmer, ab 130m², zu sofort oder später, Finanzierung gesichert. Kontakt: fh-sucht-haus@gmx.de ☎ 015170077613: [479, 691, 684, 770]
- display-ad: [690, 254, 895, 329]
- column-7: [1321, 191, 1526, 1791]
- classified-ad: Münster-Geist, Sternbusch, 1311 m², vielseitig bebaubar, ruhige Lage, baulastenfrei, Bebauungsplan Nr. 539, KP auf Anfrage + 2,38 % Käuferprovision. Immobilien Frieportner ☎ 02501/58001 o. info@imfr.de: [58, 1715, 263, 1781]
- category-tag: ■ Verkauf: [479, 1556, 684, 1570]
- classified-ad: Mechaniker (WOHN-IN-Mitglied) sucht 2-Zi.-Whg. in/bei MS prov.-frei! Service☎ 52 30 21: [900, 906, 1105, 946]
- classified-ad: Projektmanager (WOHN-IN-Mitglied) sucht 4-/5-Zi.-Whg. in/bei MS prov.-frei! Service☎ 52 30 21: [1111, 558, 1316, 597]
- logo-text: FRIEPÖRTNER: [526, 616, 637, 631]
- ad-headline: Neuw. Reihenendhaus...: [269, 1418, 437, 1435]
- display-ad: [479, 91, 684, 205]
- boxed-ad: [900, 693, 1105, 777]
- category-tag: ■ Verkauf: [269, 909, 474, 922]
- rubric-vermischte: Vermischte Anzeigen: [1321, 1710, 1526, 1736]
- classified-ad: 1 Hektar Ackerland zur Pacht gesucht, um nachhaltige Landwirtschaftspraktiken zu fördern. Unser Ziel ist es, eine Vielfalt an Gemüse wie Tomaten, Karotten, Brokkoli, Zucchini, Spinat, Paprika, Gurken und Blumenkohl anzubauen, ergänzt durch leckere Kräuter wie Basilikum, Petersilie und Thymian. Wir bieten eine Jahrespacht von 3.000€ und suchen ab sofort einen Pächter, der unsere Vision einer umweltschonenden und zukunftsorientierten Landwirtschaft unterstützt. Gemeinsam streben wir danach, gesunde, frische Lebensmittel zu produzieren und gleichzeitig die Bodengesundheit zu fördern. Eine Zusammenarbeit mit uns ermöglicht es, aktiv einen positiven Beitrag in der modernen Landwirtschaft mitzuwirken. Kontakt: Daniel Wesseling ☎ 0160/ 953 44 852 danielwesseling@gmail.com: [1111, 1154, 1316, 1407]
- ad-body: in Ahlen-Innenstadt mit 5 Zi., 136 m² Wfl., 325 m² Grundstück, 2018 Kernsanierung, offene Küche, gewerbl. Zulassung im KG, Gä.-WC, Abstellraum, Bj. 1988, V: 93,1 kWh/(m²a), Gas-ZH, Kl. C, KP: 495.000 €. ☎ 0251/29798440 www.von-wuelfing-immobilien.de: [269, 1440, 474, 1532]
- display-ad: [479, 403, 684, 490]
- rubric-wohnungen-ankauf: [479, 1650, 684, 1692]
- legend-item: 1. Art des Energieausweises: EA: [1130, 1484, 1310, 1498]
- display-ad: [690, 91, 895, 166]
- rubric-grundstuecke-verkauf: [58, 1614, 263, 1657]
- rubric-kleine-geschaefte: Kleine Geschäfts-empfehlungen: [1321, 1590, 1526, 1634]
- ad-headline: Warendorf gesucht!: [479, 860, 618, 876]
- rubric-kaminholz: Kaminholz: [1321, 631, 1526, 658]
- classified-ad: Exklusiver Atrium-Bungalow, saniert in Greven, Wohnfl. 150m², Grdst. 480m², KP 490.000€. ☒8160 ZGM, 48135 Münster: [274, 762, 469, 801]
- rubric-reisemobile: Reisemobile / Wohnwagen: [1321, 353, 1526, 397]
- rubric-title: Wohnungen: [535, 1653, 629, 1672]
- classified-ad: Lager-/Produktionshalle, Warmhalle, ca. 1.000m², Kreis COE, Büroflächen, Soz.-Räume, ab 01/2024. ☎ 0160/4459940.: [1111, 859, 1316, 898]
- classified-ad: Wir kaufen Wohnmobile + Wohnwagen ☎ 03944 - 36160 www.wm-aw.de Fa.: [1328, 410, 1520, 436]
- rubric-subtitle: Vermietung: [755, 1141, 830, 1157]
- section-header: 4- UND MEHRZIMMER - WOHNUNGEN: [900, 197, 1105, 219]
- ad-headline: Bis 700.000,- € ges.: [690, 336, 824, 353]
- rubric-title: Immobilienmarkt: [1148, 715, 1278, 734]
- legend-item: 5. Wesentlicher Energieträger Koks, Braunkohle, Steinkohle: Ko · Heizöl: Öl · Erdgas, Flüssiggas, Gas: Gas · Fernwärme aus Heizwerk oder KWK: FW · Elektrische Energie (auch Wärmepumpe, Strommix): E: [1130, 1559, 1310, 1641]
